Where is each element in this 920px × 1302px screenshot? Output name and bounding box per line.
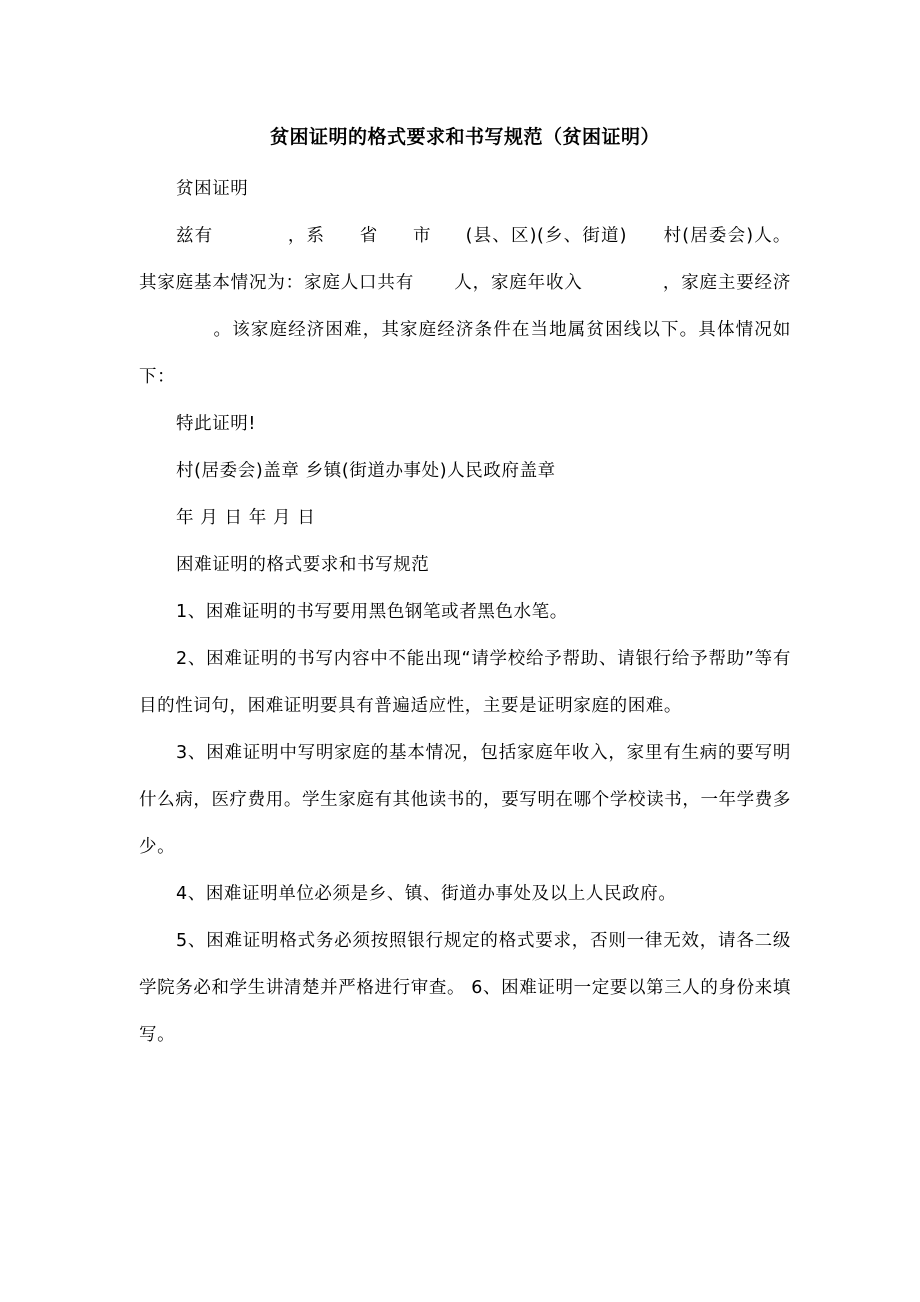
section-heading: 困难证明的格式要求和书写规范	[176, 555, 430, 575]
document-title: 贫困证明的格式要求和书写规范（贫困证明）	[269, 126, 660, 148]
body-text-4: 市	[412, 226, 432, 246]
body-text-8: 人，家庭年收入	[454, 273, 583, 293]
certificate-heading: 贫困证明	[176, 179, 249, 199]
document-page	[139, 118, 791, 1059]
body-text-7: 其家庭基本情况为：家庭人口共有	[139, 273, 415, 293]
body-text-9: ，家庭主要经	[662, 273, 773, 293]
seals-line: 村(居委会)盖章 乡镇(街道办事处)人民政府盖章	[176, 461, 556, 481]
list-item: 1、困难证明的书写要用黑色钢笔或者黑色水笔。	[176, 602, 568, 622]
body-text-1: 兹有	[176, 226, 214, 246]
body-text-11: 。该家庭经济困难，其家庭经济条件在当地属贫困线以下。具体情况如下：	[139, 320, 791, 387]
list-item: 3、困难证明中写明家庭的基本情况，包括家庭年收入，家里有生病的要写明什么病，医疗费用。学生家庭有其他读书的，要写明在哪个学校读书，一年学费多少。	[139, 743, 791, 857]
body-text-3: 省	[359, 226, 379, 246]
list-item: 4、困难证明单位必须是乡、镇、街道办事处及以上人民政府。	[176, 884, 677, 904]
body-text-6: 村(居委会)人。	[663, 226, 791, 246]
body-text-5: (县、区)(乡、街道)	[465, 226, 628, 246]
closing-text: 特此证明!	[176, 414, 257, 434]
body-text-2: ，系	[287, 226, 326, 246]
list-item: 2、困难证明的书写内容中不能出现“请学校给予帮助、请银行给予帮助”等有目的性词句，困难证明要具有普遍适应性，主要是证明家庭的困难。	[139, 649, 791, 716]
body-text-10: 济	[772, 273, 792, 293]
date-line: 年 月 日 年 月 日	[176, 508, 316, 528]
list-item: 5、困难证明格式务必须按照银行规定的格式要求，否则一律无效，请各二级学院务必和学生讲清楚并严格进行审查。 6、困难证明一定要以第三人的身份来填写。	[139, 931, 791, 1045]
certificate-body	[139, 213, 791, 401]
